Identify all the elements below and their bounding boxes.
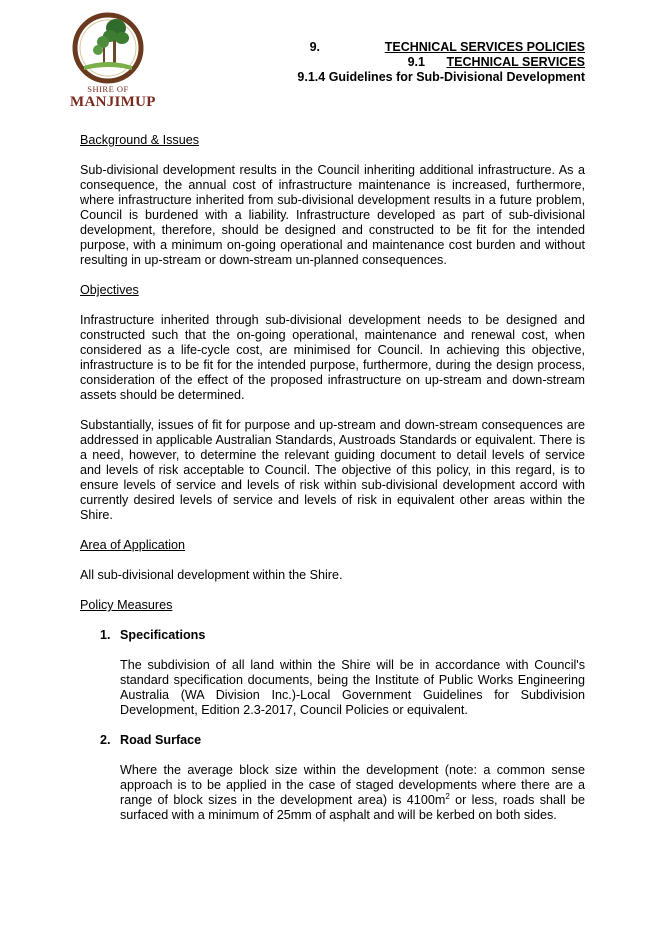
- measure-title: Specifications: [120, 628, 206, 642]
- measure-text-part: Where the average block size within the development (note: a common sense approach is to be applied in the case of staged developments where there are a range of block sizes in the development area) is 4100m: [120, 763, 585, 807]
- measure-item-road-surface: [80, 733, 585, 823]
- header-policy-title: 9.1.4 Guidelines for Sub-Divisional Development: [297, 70, 585, 84]
- measure-item-specifications: [80, 628, 585, 718]
- shire-logo: [70, 10, 156, 110]
- logo-text-shire-of: SHIRE OF: [87, 84, 129, 94]
- objectives-heading: Objectives: [80, 283, 139, 297]
- measure-text: The subdivision of all land within the Shire will be in accordance with Council's standard specification documents, being the Institute of Public Works Engineering Australia (WA Division Inc.)-Local Government Guidelines for Subdivision Development, Edition 2.3-2017, Council Policies or equivalent.: [120, 658, 585, 717]
- header-subsection-title: TECHNICAL SERVICES: [446, 55, 585, 69]
- document-body: [80, 133, 585, 838]
- area-paragraph: All sub-divisional development within the Shire.: [80, 568, 343, 582]
- header-section-title: TECHNICAL SERVICES POLICIES: [384, 40, 585, 54]
- background-heading: Background & Issues: [80, 133, 200, 147]
- logo-text-manjimup: MANJIMUP: [70, 94, 156, 110]
- tree-emblem-icon: [70, 10, 146, 86]
- superscript-squared: 2: [445, 791, 450, 801]
- header-line-2: [407, 55, 585, 69]
- header-subsection-number: 9.1: [407, 55, 425, 69]
- policy-measures-heading: Policy Measures: [80, 598, 173, 612]
- measure-text: [120, 763, 585, 823]
- header-line-1: [309, 40, 585, 54]
- background-paragraph: Sub-divisional development results in the Council inheriting additional infrastructure. As a consequence, the annual cost of infrastructure maintenance is increased, furthermore, where infrastructure inherited from sub-divisional development results in a future problem, Council is burdened with a liability. Infrastructure developed as part of sub-divisional development, therefore, should be designed and constructed to be fit for the intended purpose, with a minimum on-going operational and maintenance cost burden and without resulting in up-stream or down-stream un-planned consequences.: [80, 163, 585, 267]
- measure-number: 2.: [100, 733, 111, 747]
- area-heading: Area of Application: [80, 538, 186, 552]
- header-section-number: 9.: [309, 40, 320, 54]
- measure-text-part: or less, roads shall be surfaced with a minimum of 25mm of asphalt and will be kerbed on both sides.: [120, 793, 585, 822]
- measure-number: 1.: [100, 628, 111, 642]
- measure-title: Road Surface: [120, 733, 202, 747]
- objectives-paragraph-1: Infrastructure inherited through sub-divisional development needs to be designed and constructed such that the on-going operational, maintenance and renewal cost, when considered as a life-cycle cost, are minimised for Council. In achieving this objective, infrastructure is to be fit for the intended purpose, furthermore, during the design process, consideration of the effect of the proposed infrastructure on up-stream and down-stream assets should be determined.: [80, 313, 585, 402]
- objectives-paragraph-2: Substantially, issues of fit for purpose and up-stream and down-stream consequences are addressed in applicable Australian Standards, Austroads Standards or equivalent. There is a need, however, to determine the relevant guiding document to detail levels of service and levels of risk acceptable to Council. The objective of this policy, in this regard, is to ensure levels of service and levels of risk within sub-divisional development accord with currently desired levels of service and levels of risk in equivalent other areas within the Shire.: [80, 418, 585, 522]
